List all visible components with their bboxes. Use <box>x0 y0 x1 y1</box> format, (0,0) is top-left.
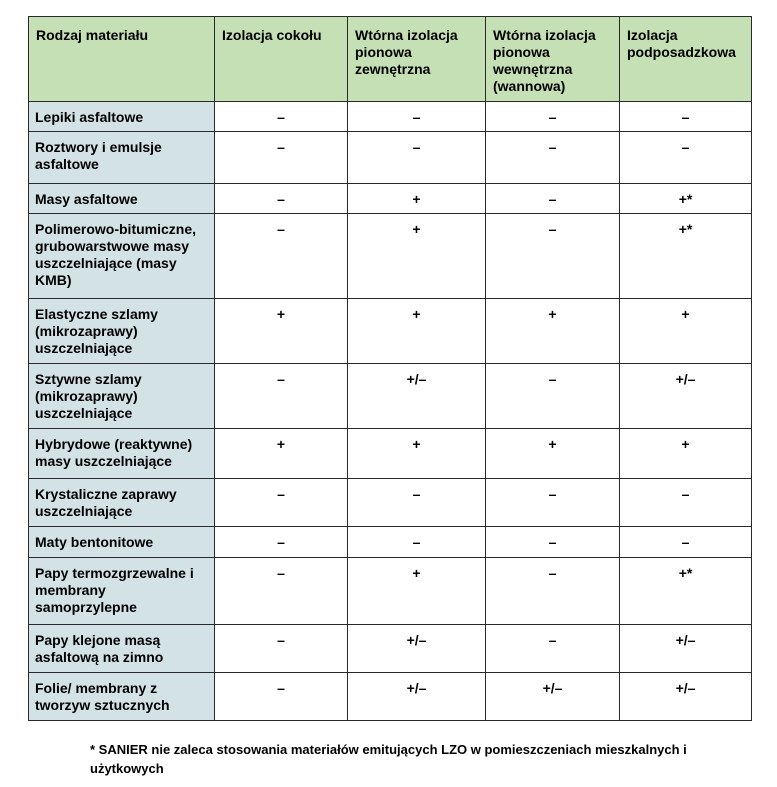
value-cell: – <box>215 102 348 132</box>
value-cell: + <box>620 429 752 479</box>
header-internal-vertical-insulation: Wtórna izolacja pionowa wewnętrzna (wannowa) <box>486 17 620 102</box>
value-cell: + <box>348 184 486 214</box>
value-cell: +* <box>620 214 752 299</box>
table-row <box>29 429 752 479</box>
value-cell: – <box>620 132 752 184</box>
value-cell: + <box>348 299 486 364</box>
material-name: Papy termozgrzewalne i membrany samoprzylepne <box>29 558 215 625</box>
value-cell: – <box>215 132 348 184</box>
value-cell: + <box>486 429 620 479</box>
value-cell: – <box>486 214 620 299</box>
value-cell: – <box>215 527 348 558</box>
value-cell: – <box>620 527 752 558</box>
value-cell: – <box>215 479 348 527</box>
value-cell: – <box>215 364 348 429</box>
value-cell: – <box>486 558 620 625</box>
material-name: Polimerowo-bitumiczne, grubowarstwowe masy uszczelniające (masy KMB) <box>29 214 215 299</box>
table-header <box>29 17 752 102</box>
materials-table <box>28 16 752 721</box>
table-row <box>29 364 752 429</box>
value-cell: – <box>486 132 620 184</box>
table-row <box>29 625 752 673</box>
table-row <box>29 184 752 214</box>
table-row <box>29 479 752 527</box>
value-cell: – <box>620 102 752 132</box>
value-cell: +* <box>620 558 752 625</box>
value-cell: + <box>620 299 752 364</box>
value-cell: +/– <box>348 625 486 673</box>
material-name: Masy asfaltowe <box>29 184 215 214</box>
table-body <box>29 102 752 721</box>
table-row <box>29 527 752 558</box>
value-cell: – <box>486 625 620 673</box>
value-cell: – <box>486 479 620 527</box>
value-cell: +/– <box>486 673 620 721</box>
footnote: * SANIER nie zaleca stosowania materiałów emitujących LZO w pomieszczeniach mieszkalnych i użytkowych <box>90 742 687 776</box>
header-row <box>29 17 752 102</box>
value-cell: + <box>348 214 486 299</box>
table-row <box>29 299 752 364</box>
value-cell: – <box>215 558 348 625</box>
material-name: Folie/ membrany z tworzyw sztucznych <box>29 673 215 721</box>
material-name: Roztwory i emulsje asfaltowe <box>29 132 215 184</box>
value-cell: + <box>215 429 348 479</box>
table-row <box>29 558 752 625</box>
value-cell: +/– <box>620 625 752 673</box>
header-external-vertical-insulation: Wtórna izolacja pionowa zewnętrzna <box>348 17 486 102</box>
material-name: Papy klejone masą asfaltową na zimno <box>29 625 215 673</box>
material-name: Elastyczne szlamy (mikrozaprawy) uszczelniające <box>29 299 215 364</box>
value-cell: + <box>348 558 486 625</box>
header-material-type: Rodzaj materiału <box>29 17 215 102</box>
value-cell: – <box>215 625 348 673</box>
value-cell: – <box>486 364 620 429</box>
material-name: Lepiki asfaltowe <box>29 102 215 132</box>
value-cell: – <box>215 673 348 721</box>
header-plinth-insulation: Izolacja cokołu <box>215 17 348 102</box>
value-cell: + <box>215 299 348 364</box>
value-cell: – <box>215 214 348 299</box>
value-cell: – <box>215 184 348 214</box>
value-cell: – <box>486 527 620 558</box>
value-cell: + <box>348 429 486 479</box>
material-name: Maty bentonitowe <box>29 527 215 558</box>
table-row <box>29 673 752 721</box>
material-name: Krystaliczne zaprawy uszczelniające <box>29 479 215 527</box>
material-name: Hybrydowe (reaktywne) masy uszczelniające <box>29 429 215 479</box>
value-cell: – <box>486 102 620 132</box>
value-cell: – <box>620 479 752 527</box>
header-underfloor-insulation: Izolacja podposadzkowa <box>620 17 752 102</box>
value-cell: +/– <box>348 673 486 721</box>
value-cell: – <box>486 184 620 214</box>
value-cell: +/– <box>620 364 752 429</box>
value-cell: +* <box>620 184 752 214</box>
value-cell: – <box>348 479 486 527</box>
table-row <box>29 214 752 299</box>
value-cell: +/– <box>348 364 486 429</box>
value-cell: – <box>348 132 486 184</box>
table-row <box>29 102 752 132</box>
value-cell: +/– <box>620 673 752 721</box>
value-cell: + <box>486 299 620 364</box>
table-row <box>29 132 752 184</box>
value-cell: – <box>348 527 486 558</box>
material-name: Sztywne szlamy (mikrozaprawy) uszczelniające <box>29 364 215 429</box>
value-cell: – <box>348 102 486 132</box>
